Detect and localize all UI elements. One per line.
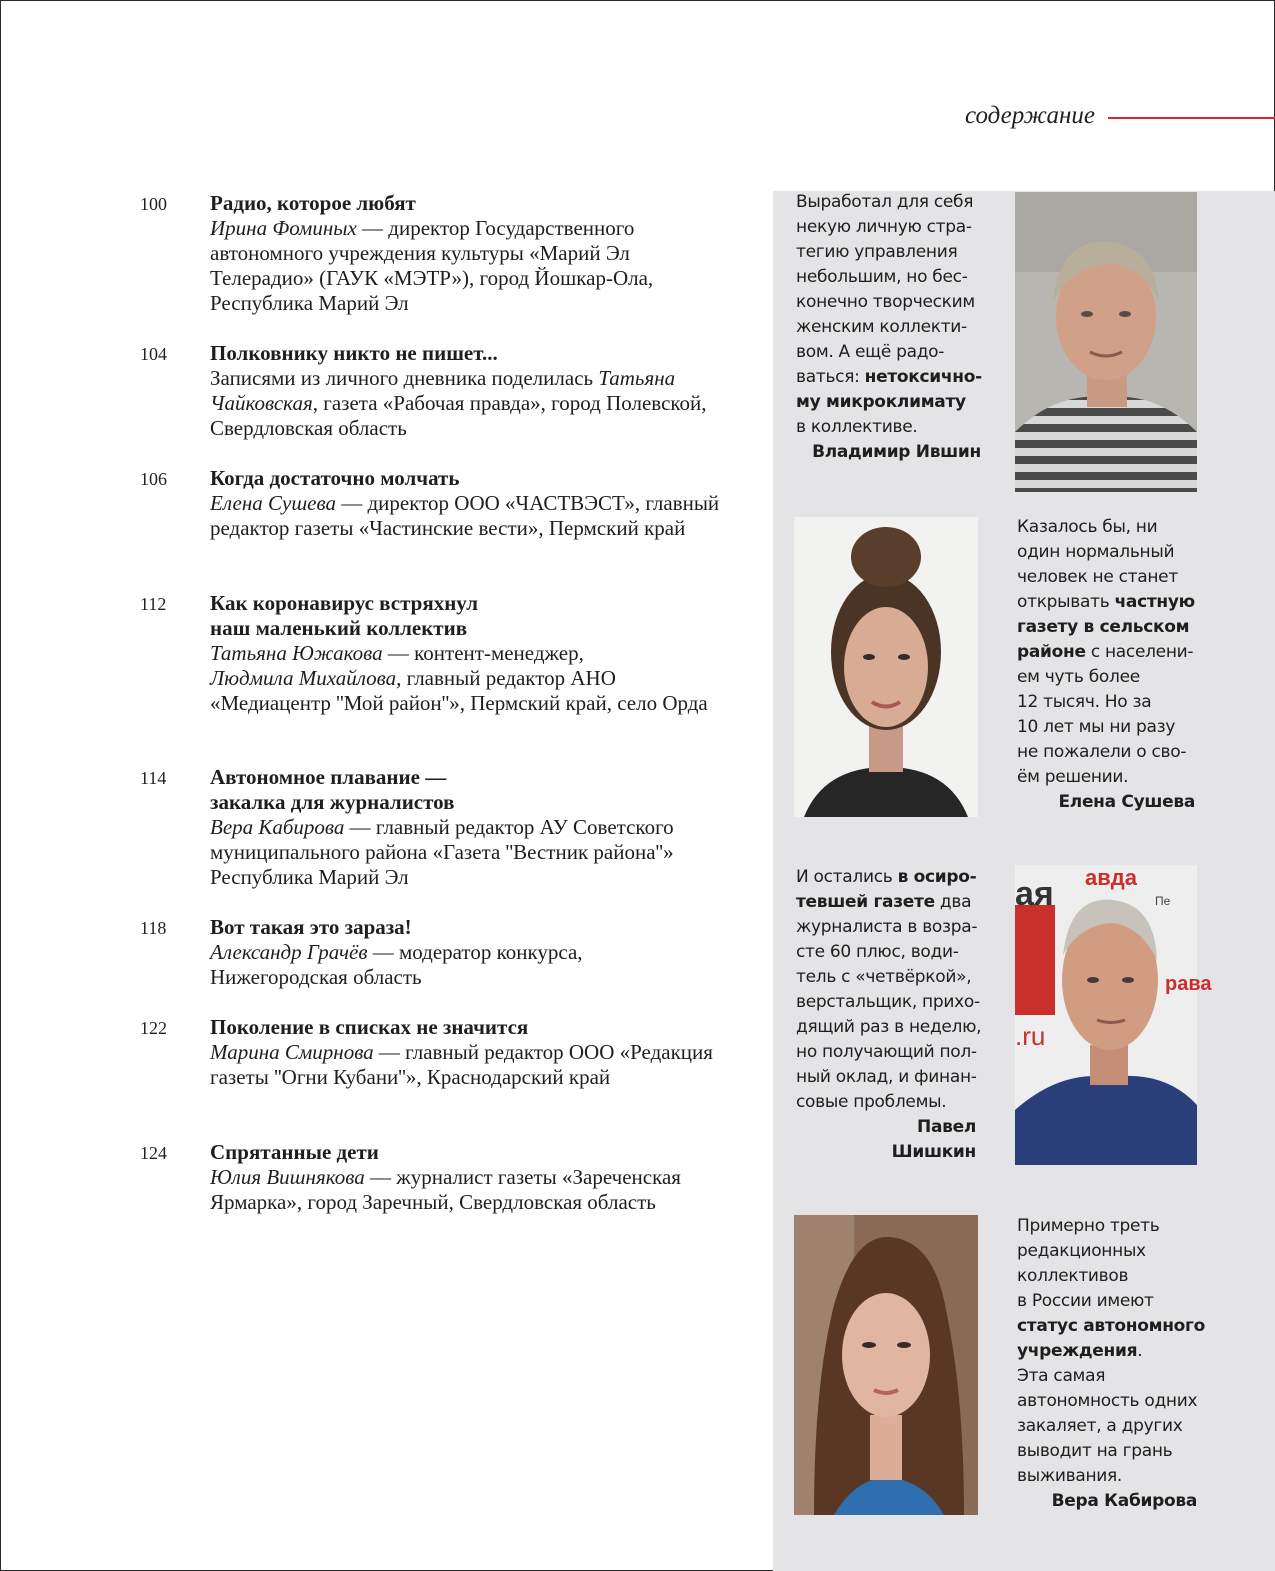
quote-line: в России имеют — [1017, 1291, 1154, 1311]
quote-line: редакционных — [1017, 1241, 1146, 1261]
article-title: Поколение в списках не значится — [210, 1015, 529, 1039]
quote-text: с населени- — [1085, 642, 1194, 662]
quote-line: в коллективе. — [796, 417, 918, 437]
toc-entry — [140, 915, 720, 990]
quote-line: выводит на грань — [1017, 1441, 1173, 1461]
quote-line: верстальщик, прихо- — [796, 992, 980, 1012]
quote-text: открывать — [1017, 592, 1115, 612]
author-name: Татьяна Южакова — [210, 641, 383, 665]
pull-quote — [1017, 1214, 1206, 1514]
quote-line — [1017, 590, 1195, 615]
quote-line — [796, 890, 976, 915]
accent-rule — [1108, 117, 1275, 119]
toc-entry — [140, 765, 720, 890]
toc-entry — [140, 466, 720, 541]
quote-emphasis: нетоксично- — [864, 367, 982, 387]
page-number: 106 — [140, 469, 167, 489]
portrait-photo-ivshin — [1015, 192, 1197, 492]
quote-emphasis: в осиро- — [897, 867, 977, 887]
quote-line: Эта самая — [1017, 1366, 1106, 1386]
quote-line: тель с «четвёркой», — [796, 967, 972, 987]
quote-line: некую личную стра- — [796, 217, 972, 237]
author-description: — модератор конкурса, Нижегородская область — [210, 940, 583, 989]
quote-line: Выработал для себя — [796, 192, 974, 212]
article-title: Радио, которое любят — [210, 191, 416, 215]
author-name: Елена Сушева — [210, 491, 336, 515]
quote-line — [1017, 1339, 1197, 1364]
page-number: 112 — [140, 594, 167, 614]
author-description: — главный редактор ООО «Редакция газеты ''Огни Кубани''», Краснодарский край — [210, 1040, 713, 1089]
toc-entry — [140, 191, 720, 316]
page-number: 100 — [140, 194, 167, 214]
quote-line — [1017, 640, 1195, 665]
toc-entry — [140, 1140, 720, 1215]
portrait-photo-susheva — [794, 517, 978, 817]
quote-signature: Елена Сушева — [1058, 792, 1195, 812]
quote-line: человек не станет — [1017, 567, 1178, 587]
banner-text: рава — [1165, 973, 1212, 995]
quote-emphasis: газету в сельском — [1017, 617, 1190, 637]
author-intro: Записями из личного дневника поделилась — [210, 366, 599, 390]
quote-emphasis: му микроклимату — [796, 392, 966, 412]
quote-line: тегию управления — [796, 242, 958, 262]
article-title: Вот такая это зараза! — [210, 915, 412, 939]
author-description: газета «Рабочая правда», город Полевской, Свердловская область — [210, 391, 707, 440]
quote-signature: Вера Кабирова — [1051, 1491, 1197, 1511]
quote-line: Казалось бы, ни — [1017, 517, 1158, 537]
quote-emphasis: частную — [1114, 592, 1195, 612]
article-title: Когда достаточно молчать — [210, 466, 460, 490]
author-name: Ирина Фоминых — [210, 216, 357, 240]
quote-line: но получающий пол- — [796, 1042, 977, 1062]
author-name: Татьяна Чайковская, — [210, 366, 676, 415]
author-description: — директор ООО «ЧАСТВЭСТ», главный редактор газеты «Частинские вести», Пермский край — [210, 491, 720, 540]
page-number: 114 — [140, 768, 167, 788]
quote-line: коллективов — [1017, 1266, 1129, 1286]
pull-quote — [796, 865, 982, 1165]
author-description: — журналист газеты «Зареченская Ярмарка», город Заречный, Свердловская область — [210, 1165, 681, 1214]
quote-line: совые проблемы. — [796, 1092, 947, 1112]
quote-line: ём решении. — [1017, 767, 1129, 787]
quote-line: выживания. — [1017, 1466, 1123, 1486]
article-title: Полковнику никто не пишет... — [210, 341, 498, 365]
quote-emphasis: тевшей газете — [796, 892, 935, 912]
author-name: Марина Смирнова — [210, 1040, 374, 1064]
banner-text: .ru — [1015, 1021, 1046, 1051]
quote-line: ем чуть более — [1017, 667, 1140, 687]
author-description: — директор Государственного автономного учреждения культуры «Марий Эл Телерадио» (ГАУК «МЭТР»), город Йошкар-Ола, Республика Марий Эл — [210, 216, 654, 315]
quote-line: 12 тысяч. Но за — [1017, 692, 1152, 712]
quote-line: ный оклад, и финан- — [796, 1067, 977, 1087]
quote-text: . — [1137, 1341, 1143, 1361]
quote-emphasis: учреждения — [1017, 1341, 1138, 1361]
quote-line: дящий раз в неделю, — [796, 1017, 982, 1037]
page-number: 118 — [140, 918, 167, 938]
portrait-photo-shishkin — [1015, 865, 1212, 1165]
article-title: Как коронавирус встряхнул наш маленький коллектив — [210, 591, 479, 640]
banner-text: Пе — [1155, 894, 1171, 908]
quote-text: два — [934, 892, 972, 912]
author-name: Вера Кабирова — [210, 815, 345, 839]
author-name: Юлия Вишнякова — [210, 1165, 365, 1189]
toc-entry — [140, 341, 720, 441]
quote-signature: Шишкин — [891, 1142, 976, 1162]
article-title: Спрятанные дети — [210, 1140, 379, 1164]
page-number: 122 — [140, 1018, 167, 1038]
quote-line — [796, 365, 981, 390]
author-description: — главный редактор АУ Советского муниципального района «Газета ''Вестник района''» Республика Марий Эл — [210, 815, 674, 889]
quote-emphasis: статус автономного — [1017, 1316, 1206, 1336]
quote-line: сте 60 плюс, води- — [796, 942, 959, 962]
banner-text: ая — [1015, 875, 1054, 913]
quote-line — [796, 865, 976, 890]
quote-signature: Павел — [917, 1117, 976, 1137]
author-name: Александр Грачёв — [210, 940, 368, 964]
page-number: 124 — [140, 1143, 167, 1163]
quote-emphasis: районе — [1017, 642, 1086, 662]
banner-text: авда — [1085, 865, 1137, 890]
quote-line: женским коллекти- — [796, 317, 967, 337]
quote-text: ваться: — [796, 367, 865, 387]
quote-signature: Владимир Ившин — [812, 442, 981, 462]
quote-line: вом. А ещё радо- — [796, 342, 945, 362]
author-name: Людмила Михайлова, — [210, 666, 402, 690]
toc-entry — [140, 591, 720, 716]
quote-text: И остались — [796, 867, 898, 887]
author-description: главный редактор АНО «Медиацентр ''Мой район''», Пермский край, село Орда — [210, 666, 708, 715]
portrait-photo-kabirova — [794, 1215, 978, 1515]
quote-line: конечно творческим — [796, 292, 975, 312]
author-description: — контент-менеджер, — [382, 641, 584, 665]
quote-line: один нормальный — [1017, 542, 1175, 562]
quote-line: не пожалели о сво- — [1017, 742, 1187, 762]
section-title: содержание — [965, 102, 1095, 129]
quote-line: автономность одних — [1017, 1391, 1198, 1411]
quote-line: 10 лет мы ни разу — [1017, 717, 1176, 737]
pull-quote — [1017, 515, 1195, 815]
quote-line: Примерно треть — [1017, 1216, 1160, 1236]
quote-line: небольшим, но бес- — [796, 267, 968, 287]
quote-line: закаляет, а других — [1017, 1416, 1183, 1436]
page-number: 104 — [140, 344, 167, 364]
pull-quote — [796, 190, 981, 465]
quote-line: журналиста в возра- — [796, 917, 978, 937]
article-title: Автономное плавание — закалка для журналистов — [210, 765, 455, 814]
toc-entry — [140, 1015, 720, 1090]
